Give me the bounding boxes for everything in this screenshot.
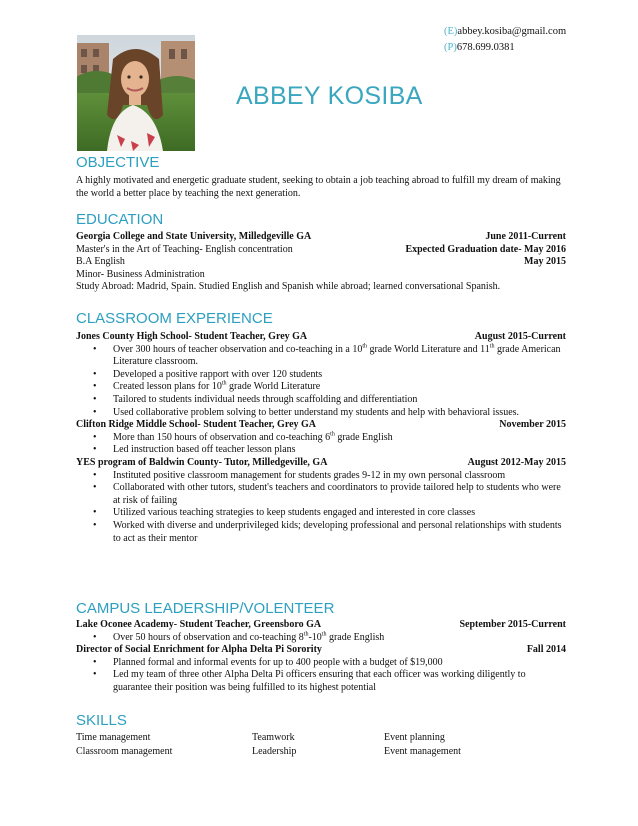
candidate-name: ABBEY KOSIBA: [236, 82, 423, 110]
skill-item: Event planning: [384, 732, 445, 743]
campus-block: [76, 619, 566, 695]
job-title: Director of Social Enrichment for Alpha Delta Pi Sorority: [76, 644, 322, 656]
list-item: • More than 150 hours of observation and co-teaching 6th grade English: [113, 432, 566, 445]
school-name: Georgia College and State University, Milledgeville GA: [76, 231, 312, 242]
education-school-row: [76, 231, 566, 244]
contact-info: [444, 24, 566, 56]
education-heading: EDUCATION: [76, 211, 164, 228]
job-title: Jones County High School- Student Teacher, Grey GA: [76, 331, 308, 342]
list-item: • Created lesson plans for 10th grade World Literature: [113, 381, 566, 394]
minor-line: Minor- Business Administration: [76, 268, 205, 280]
degree-masters: Master's in the Art of Teaching- English concentration: [76, 243, 293, 255]
skills-column: [76, 731, 172, 760]
list-item: • Collaborated with other tutors, student's teachers and coordinators to provide tailored help to students who were at risk of failing: [113, 482, 566, 507]
job-header: [76, 419, 566, 432]
skill-item: Classroom management: [76, 746, 173, 758]
study-abroad-line: Study Abroad: Madrid, Spain. Studied English and Spanish while abroad; learned conversational Spanish.: [76, 281, 501, 293]
list-item: • Led my team of three other Alpha Delta Pi officers ensuring that each officer was working diligently to guarantee their position was being fulfilled to its highest potential: [113, 669, 566, 694]
job-title: YES program of Baldwin County- Tutor, Milledgeville, GA: [76, 456, 328, 468]
degree-masters-date: Expected Graduation date- May 2016: [405, 243, 566, 255]
job-bullets: [76, 432, 566, 457]
list-item: • Planned formal and informal events for up to 400 people with a budget of $19,000: [113, 657, 566, 670]
job-bullets: [76, 657, 566, 695]
email-line: [444, 24, 566, 40]
job-date: November 2015: [499, 419, 566, 431]
job-bullets: [76, 470, 566, 546]
skills-column: [384, 731, 461, 760]
job-date: August 2015-Current: [474, 331, 566, 342]
job-header: [76, 457, 566, 470]
classroom-block: [76, 331, 566, 545]
list-item: • Instituted positive classroom management for students grades 9-12 in my own personal classroom: [113, 470, 566, 483]
phone-label: (P): [444, 42, 457, 53]
job-bullets: [76, 344, 566, 420]
phone-number: 678.699.0381: [456, 42, 515, 53]
list-item: • Developed a positive rapport with over 120 students: [113, 369, 566, 382]
skill-item: Time management: [76, 732, 151, 743]
email-link[interactable]: abbey.kosiba@gmail.com: [457, 26, 567, 37]
skill-item: Teamwork: [252, 732, 295, 743]
job-date: August 2012-May 2015: [467, 456, 566, 468]
degree-row: [76, 244, 566, 257]
job-title: Clifton Ridge Middle School- Student Teacher, Grey GA: [76, 419, 317, 431]
skills-heading: SKILLS: [76, 712, 127, 729]
email-label: (E): [444, 26, 458, 37]
list-item: • Tailored to students individual needs through scaffolding and differentiation: [113, 394, 566, 407]
job-header: [76, 619, 566, 632]
job-bullets: [76, 632, 566, 645]
profile-photo: [77, 35, 195, 151]
skill-item: Event management: [384, 746, 461, 758]
skill-item: Leadership: [252, 746, 297, 758]
degree-ba-date: May 2015: [524, 256, 566, 268]
degree-ba: B.A English: [76, 256, 125, 268]
list-item: • Over 50 hours of observation and co-teaching 8th-10th grade English: [113, 632, 566, 645]
job-date: Fall 2014: [526, 644, 566, 656]
job-header: [76, 644, 566, 657]
degree-row: [76, 256, 566, 269]
objective-text: A highly motivated and energetic graduate student, seeking to obtain a job teaching abroad to fulfill my dream of making the world a better place by teaching the next generation.: [76, 175, 561, 199]
job-header: [76, 331, 566, 344]
education-block: [76, 231, 566, 294]
campus-heading: CAMPUS LEADERSHIP/VOLENTEER: [76, 600, 335, 617]
classroom-heading: CLASSROOM EXPERIENCE: [76, 310, 273, 327]
list-item: • Utilized various teaching strategies to keep students engaged and interested in core classes: [113, 507, 566, 520]
list-item: • Led instruction based off teacher lesson plans: [113, 444, 566, 457]
phone-line: [444, 40, 566, 56]
objective-heading: OBJECTIVE: [76, 154, 160, 171]
school-date: June 2011-Current: [485, 231, 566, 242]
skills-column: [252, 731, 296, 760]
job-date: September 2015-Current: [459, 619, 566, 630]
list-item: • Over 300 hours of teacher observation and co-teaching in a 10th grade World Literature and 11th grade American Literature classroom.: [113, 344, 566, 369]
list-item: • Worked with diverse and underprivileged kids; developing professional and personal relationships with students to act as their mentor: [113, 520, 566, 545]
list-item: • Used collaborative problem solving to better understand my students and help with behavioral issues.: [113, 407, 566, 420]
job-title: Lake Oconee Academy- Student Teacher, Greensboro GA: [76, 619, 322, 630]
